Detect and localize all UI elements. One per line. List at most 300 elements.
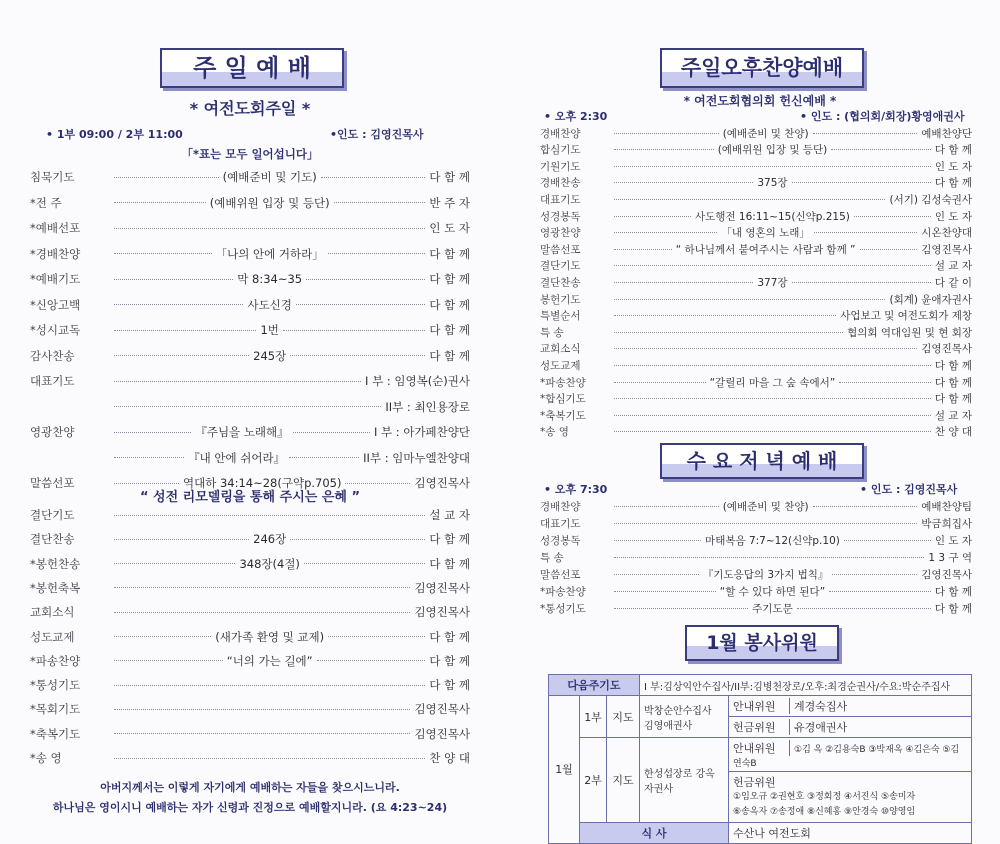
item-person: 인 도 자 bbox=[429, 221, 470, 235]
dot-leader bbox=[832, 574, 917, 575]
dot-leader bbox=[831, 149, 931, 150]
dot-leader bbox=[114, 563, 235, 564]
dot-leader bbox=[114, 330, 256, 331]
scripture-line-2: 하나님은 영이시니 예배하는 자가 신령과 진정으로 예배할지니라. (요 4:23~24) bbox=[52, 801, 448, 814]
dot-leader bbox=[614, 608, 748, 609]
dot-leader bbox=[328, 253, 426, 254]
item-person: 사업보고 및 여전도회가 제창 bbox=[840, 310, 972, 323]
dot-leader bbox=[614, 506, 719, 507]
item-detail: “너의 가는 길에” bbox=[226, 653, 313, 668]
table-row bbox=[549, 675, 972, 696]
item-label: *합심기도 bbox=[540, 393, 586, 406]
list-item bbox=[540, 340, 972, 358]
item-label: 성경봉독 bbox=[540, 210, 581, 223]
item-detail: 『내 안에 쉬어라』 bbox=[188, 450, 286, 465]
item-label: 합심기도 bbox=[540, 144, 581, 157]
item-label: *경배찬양 bbox=[30, 246, 81, 261]
part2-guide-label: 지도 bbox=[607, 738, 640, 823]
item-person: (서기) 김성숙권사 bbox=[889, 193, 972, 206]
item-person: 다 함 께 bbox=[429, 532, 471, 547]
part2-usher-names: ①김 옥 ②김용숙B ③박재옥 ④김은숙 ⑤김연숙B bbox=[733, 745, 960, 769]
list-item bbox=[30, 749, 470, 767]
dot-leader bbox=[306, 279, 425, 280]
item-person: 인 도 자 bbox=[934, 160, 972, 173]
dot-leader bbox=[296, 304, 425, 305]
item-detail: 245장 bbox=[253, 348, 287, 363]
right-page bbox=[500, 0, 1000, 843]
item-detail: 사도행전 16:11~15(신약p.215) bbox=[695, 210, 850, 223]
dot-leader bbox=[614, 574, 699, 575]
dot-leader bbox=[290, 355, 425, 356]
item-label: *축복기도 bbox=[540, 409, 586, 422]
item-label: 영광찬양 bbox=[30, 425, 75, 439]
part2-offering-line-2: ⑥송옥자 ⑦송정애 ⑧신혜홍 ⑨안경숙 ⑩양영임 bbox=[733, 806, 916, 817]
dot-leader bbox=[114, 406, 381, 407]
item-person: 다 같 이 bbox=[934, 276, 973, 289]
item-person: 반 주 자 bbox=[429, 195, 470, 210]
dot-leader bbox=[114, 539, 249, 540]
wednesday-leader: • 인도 : 김영진목사 bbox=[860, 483, 958, 496]
list-item bbox=[540, 356, 972, 374]
dot-leader bbox=[839, 382, 931, 383]
list-item bbox=[30, 449, 470, 467]
scripture-footer bbox=[30, 778, 470, 818]
list-item bbox=[30, 321, 470, 339]
item-label: 침묵기도 bbox=[30, 170, 75, 184]
item-person: 다 함 께 bbox=[934, 177, 973, 190]
item-person: 인 도 자 bbox=[934, 534, 973, 547]
item-label: 결단기도 bbox=[540, 260, 581, 273]
dot-leader bbox=[614, 332, 843, 333]
table-row bbox=[549, 822, 972, 843]
list-item bbox=[540, 531, 972, 549]
dot-leader bbox=[614, 182, 753, 183]
offering-label-2: 헌금위원 bbox=[733, 775, 776, 789]
list-item bbox=[30, 506, 470, 524]
item-person: 다 함 께 bbox=[934, 393, 972, 406]
part1-guide-names: 박창순안수집사 김영애권사 bbox=[640, 696, 729, 738]
item-detail: 역대하 34:14~28(구약p.705) bbox=[182, 476, 342, 490]
list-item bbox=[30, 700, 470, 718]
item-person: 다 함 께 bbox=[429, 323, 471, 337]
afternoon-leader: • 인도 : (협의회/회장)황영애권사 bbox=[800, 110, 965, 123]
wednesday-service-title bbox=[660, 443, 864, 479]
part2-offering-line-1: ①임오규 ②권현호 ③정회정 ④서진식 ⑤송미자 bbox=[733, 791, 916, 802]
item-person: 찬 양 대 bbox=[429, 751, 470, 765]
dot-leader bbox=[114, 381, 361, 382]
part1-usher-names: 계경숙집사 bbox=[794, 700, 848, 713]
part2-guide-names: 한성섭장로 강옥자권사 bbox=[640, 738, 729, 823]
list-item bbox=[540, 141, 972, 159]
item-person: 다 함 께 bbox=[934, 359, 972, 372]
dot-leader bbox=[321, 177, 426, 178]
part1-offering-row bbox=[729, 717, 972, 738]
dot-leader bbox=[792, 282, 931, 283]
item-label: *성시교독 bbox=[30, 323, 81, 337]
item-person: II부 : 최인용장로 bbox=[385, 399, 470, 414]
meal-value: 수산나 여전도회 bbox=[729, 822, 972, 843]
afternoon-service-title-text: 주일오후찬양예배 bbox=[680, 56, 844, 80]
item-person: 예배찬양단 bbox=[921, 127, 972, 140]
item-label: *예배기도 bbox=[30, 272, 81, 286]
list-item bbox=[30, 347, 470, 365]
list-item bbox=[540, 565, 972, 583]
dot-leader bbox=[614, 348, 917, 349]
item-person: 설 교 자 bbox=[934, 409, 972, 422]
item-person: 김영진목사 bbox=[921, 243, 972, 256]
dot-leader bbox=[792, 182, 931, 183]
item-label: 대표기도 bbox=[30, 374, 75, 388]
item-label: 결단기도 bbox=[30, 508, 75, 522]
item-label: 성도교제 bbox=[540, 359, 581, 372]
list-item bbox=[540, 174, 972, 192]
item-label: 말씀선포 bbox=[540, 243, 581, 256]
dot-leader bbox=[844, 540, 931, 541]
item-person: 김영진목사 bbox=[414, 702, 470, 717]
item-detail: (예배준비 및 기도) bbox=[222, 170, 317, 184]
dot-leader bbox=[614, 540, 701, 541]
item-detail: “ 하나님께서 붙여주시는 사람과 함께 ” bbox=[675, 243, 856, 256]
dot-leader bbox=[334, 202, 426, 203]
item-detail: (예배준비 및 찬양) bbox=[722, 500, 809, 513]
item-detail: 마태복음 7:7~12(신약p.10) bbox=[705, 534, 840, 547]
dot-leader bbox=[114, 483, 179, 484]
list-item bbox=[30, 579, 470, 597]
list-item bbox=[540, 224, 972, 242]
list-item bbox=[540, 273, 972, 291]
item-label: *파송찬양 bbox=[540, 585, 586, 598]
dot-leader bbox=[114, 304, 243, 305]
item-label: *목회기도 bbox=[30, 702, 81, 717]
dot-leader bbox=[814, 232, 917, 233]
left-page bbox=[0, 0, 500, 843]
item-person: 설 교 자 bbox=[934, 260, 972, 273]
dot-leader bbox=[614, 382, 706, 383]
item-person: I 부 : 아가페찬양단 bbox=[374, 425, 470, 439]
part2-offering-names bbox=[733, 790, 915, 820]
list-item bbox=[30, 219, 470, 237]
item-detail: 「내 영혼의 노래」 bbox=[721, 227, 810, 240]
item-label: *예배선포 bbox=[30, 221, 81, 235]
list-item bbox=[540, 390, 972, 408]
item-label: 특 송 bbox=[540, 551, 564, 564]
item-detail: “갈릴리 마을 그 숲 속에서” bbox=[709, 376, 836, 389]
next-prayer-label: 다음주기도 bbox=[549, 675, 640, 696]
item-person: 김영진목사 bbox=[414, 605, 470, 620]
item-person: 협의회 역대임원 및 현 회장 bbox=[847, 326, 972, 339]
dot-leader bbox=[114, 758, 425, 759]
list-item bbox=[540, 599, 972, 617]
list-item bbox=[540, 257, 972, 275]
item-person: 예배찬양팀 bbox=[921, 500, 972, 513]
dot-leader bbox=[614, 557, 924, 558]
list-item bbox=[30, 530, 470, 548]
dot-leader bbox=[114, 733, 410, 734]
item-label: 대표기도 bbox=[540, 517, 581, 530]
item-detail: (예배위원 입장 및 등단) bbox=[717, 144, 828, 157]
sunday-subtitle: * 여전도회주일 * bbox=[189, 99, 311, 118]
dot-leader bbox=[114, 279, 233, 280]
item-label: 기원기도 bbox=[540, 160, 581, 173]
list-item bbox=[30, 372, 470, 390]
staff-title bbox=[685, 625, 839, 661]
list-item bbox=[540, 190, 972, 208]
dot-leader bbox=[114, 432, 191, 433]
dot-leader bbox=[114, 177, 219, 178]
dot-leader bbox=[614, 199, 885, 200]
item-label: 결단찬송 bbox=[30, 532, 75, 547]
dot-leader bbox=[829, 591, 931, 592]
list-item bbox=[540, 514, 972, 532]
dot-leader bbox=[114, 202, 206, 203]
item-person: 다 함 께 bbox=[429, 297, 471, 312]
item-label: 영광찬양 bbox=[540, 227, 581, 240]
dot-leader bbox=[614, 149, 714, 150]
dot-leader bbox=[304, 563, 425, 564]
wednesday-time: • 오후 7:30 bbox=[544, 483, 608, 496]
item-label: *통성기도 bbox=[540, 602, 586, 615]
item-detail: 『기도응답의 3가지 법칙』 bbox=[702, 568, 829, 581]
item-person: 다 함 께 bbox=[429, 246, 470, 261]
dot-leader bbox=[114, 685, 425, 686]
usher-label: 안내위원 bbox=[733, 698, 790, 714]
item-person: 인 도 자 bbox=[934, 210, 972, 223]
list-item bbox=[30, 555, 470, 573]
dot-leader bbox=[114, 636, 211, 637]
item-label: 말씀선포 bbox=[540, 568, 581, 581]
item-label: 감사찬송 bbox=[30, 348, 75, 363]
list-item bbox=[540, 290, 972, 308]
part1-offering-names: 유경애권사 bbox=[794, 721, 848, 734]
dot-leader bbox=[614, 431, 931, 432]
item-label: *봉헌찬송 bbox=[30, 556, 81, 571]
item-detail: 377장 bbox=[757, 276, 788, 289]
list-item bbox=[540, 406, 972, 424]
dot-leader bbox=[854, 216, 931, 217]
item-detail: “할 수 있다 하면 된다” bbox=[719, 585, 826, 598]
item-person: (회계) 윤애자권사 bbox=[889, 293, 972, 306]
list-item bbox=[30, 652, 470, 670]
item-label: 교회소식 bbox=[540, 343, 581, 356]
list-item bbox=[540, 373, 972, 391]
item-label: 경배찬양 bbox=[540, 500, 581, 513]
item-detail: 막 8:34~35 bbox=[237, 272, 303, 286]
next-prayer-value: I 부:김상익안수집사/II부:김병천장로/오후:최경순권사/수요:박순주집사 bbox=[640, 675, 972, 696]
item-label: *봉헌축복 bbox=[30, 580, 81, 595]
list-item bbox=[30, 676, 470, 694]
dot-leader bbox=[114, 515, 425, 516]
list-item bbox=[540, 307, 972, 325]
item-person: 다 함 께 bbox=[934, 602, 972, 615]
list-item bbox=[540, 323, 972, 341]
item-person: 시온찬양대 bbox=[921, 227, 973, 240]
part2-offering-row bbox=[729, 772, 972, 823]
list-item bbox=[540, 124, 972, 142]
month-cell: 1월 bbox=[549, 696, 580, 844]
wednesday-service-title-text: 수 요 저 녁 예 배 bbox=[686, 449, 838, 473]
item-detail: (새가족 환영 및 교제) bbox=[215, 629, 325, 644]
sunday-service-title-text: 주 일 예 배 bbox=[193, 54, 311, 82]
item-person: 박금희집사 bbox=[921, 517, 972, 530]
table-row bbox=[549, 696, 972, 717]
item-label: 봉헌기도 bbox=[540, 293, 581, 306]
item-person: 다 함 께 bbox=[934, 585, 973, 598]
item-detail: 348장(4절) bbox=[239, 556, 300, 571]
item-label: *송 영 bbox=[540, 426, 569, 439]
list-item bbox=[30, 725, 470, 743]
item-label: *축복기도 bbox=[30, 726, 81, 741]
dot-leader bbox=[290, 539, 425, 540]
list-item bbox=[30, 296, 470, 314]
dot-leader bbox=[614, 365, 931, 366]
sunday-service-title bbox=[160, 48, 344, 88]
list-item bbox=[30, 245, 470, 263]
usher-label-2: 안내위원 bbox=[733, 740, 790, 756]
dot-leader bbox=[614, 315, 836, 316]
item-detail: 1번 bbox=[260, 323, 279, 337]
list-item bbox=[540, 207, 972, 225]
item-person: 김영진목사 bbox=[414, 726, 470, 741]
item-person: 다 함 께 bbox=[429, 629, 471, 644]
dot-leader bbox=[614, 398, 931, 399]
dot-leader bbox=[614, 415, 931, 416]
list-item bbox=[30, 194, 470, 212]
dot-leader bbox=[114, 355, 249, 356]
afternoon-subtitle: * 여전도회협의회 헌신예배 * bbox=[683, 94, 837, 108]
item-detail: (예배준비 및 찬양) bbox=[722, 127, 809, 140]
dot-leader bbox=[114, 709, 410, 710]
dot-leader bbox=[328, 636, 425, 637]
list-item bbox=[30, 168, 470, 186]
list-item bbox=[540, 582, 972, 600]
list-item bbox=[30, 270, 470, 288]
dot-leader bbox=[345, 483, 410, 484]
item-detail: 「나의 안에 거하라」 bbox=[215, 246, 324, 261]
dot-leader bbox=[317, 660, 426, 661]
dot-leader bbox=[114, 253, 212, 254]
offering-label: 헌금위원 bbox=[733, 719, 790, 735]
item-person: I 부 : 임영복(순)권사 bbox=[365, 374, 470, 388]
list-item bbox=[540, 548, 972, 566]
item-label: 대표기도 bbox=[540, 193, 581, 206]
item-detail: (예배위원 입장 및 등단) bbox=[209, 195, 330, 210]
item-label: *전 주 bbox=[30, 195, 62, 210]
item-label: *송 영 bbox=[30, 751, 62, 765]
list-item bbox=[30, 628, 470, 646]
part2-usher-row bbox=[729, 738, 972, 772]
list-item bbox=[540, 423, 972, 441]
list-item bbox=[540, 240, 972, 258]
service-times: • 1부 09:00 / 2부 11:00 bbox=[46, 128, 183, 141]
dot-leader bbox=[614, 166, 931, 167]
staff-title-text: 1월 봉사위원 bbox=[706, 632, 818, 654]
list-item bbox=[30, 398, 470, 416]
sermon-title: “ 성전 리모델링을 통해 주시는 은혜 ” bbox=[139, 490, 361, 505]
dot-leader bbox=[614, 299, 885, 300]
dot-leader bbox=[813, 506, 918, 507]
item-person: II부 : 임마누엘찬양대 bbox=[363, 450, 470, 465]
table-row bbox=[549, 738, 972, 772]
dot-leader bbox=[813, 133, 918, 134]
item-person: 다 함 께 bbox=[934, 376, 972, 389]
item-label: 말씀선포 bbox=[30, 476, 75, 490]
dot-leader bbox=[614, 232, 717, 233]
dot-leader bbox=[114, 457, 184, 458]
afternoon-service-title bbox=[660, 48, 864, 88]
item-person: 다 함 께 bbox=[934, 144, 973, 157]
dot-leader bbox=[860, 249, 918, 250]
dot-leader bbox=[114, 660, 223, 661]
item-label: 경배찬송 bbox=[540, 177, 581, 190]
item-label: *신앙고백 bbox=[30, 297, 81, 312]
dot-leader bbox=[614, 591, 716, 592]
list-item bbox=[540, 157, 972, 175]
part1-guide-label: 지도 bbox=[607, 696, 640, 738]
scripture-line-1: 아버지께서는 이렇게 자기에게 예배하는 자들을 찾으시느니라. bbox=[100, 781, 400, 794]
part1-cell: 1부 bbox=[580, 696, 607, 738]
dot-leader bbox=[289, 457, 359, 458]
stand-note: 「*표는 모두 일어섭니다」 bbox=[181, 147, 319, 161]
item-label: 결단찬송 bbox=[540, 276, 581, 289]
part1-usher-row bbox=[729, 696, 972, 717]
item-person: 다 함 께 bbox=[429, 653, 470, 668]
dot-leader bbox=[283, 330, 425, 331]
list-item bbox=[540, 497, 972, 515]
item-person: 다 함 께 bbox=[429, 678, 470, 693]
item-label: *파송찬양 bbox=[540, 376, 586, 389]
item-label: *통성기도 bbox=[30, 678, 81, 693]
dot-leader bbox=[797, 608, 931, 609]
item-detail: 사도신경 bbox=[247, 297, 292, 312]
item-person: 김영진목사 bbox=[921, 568, 972, 581]
dot-leader bbox=[614, 523, 917, 524]
dot-leader bbox=[614, 133, 719, 134]
item-person: 김영진목사 bbox=[414, 580, 470, 595]
item-label: 성도교제 bbox=[30, 629, 75, 644]
item-label: 교회소식 bbox=[30, 605, 75, 620]
item-person: 설 교 자 bbox=[429, 508, 470, 522]
item-person: 다 함 께 bbox=[429, 170, 470, 184]
dot-leader bbox=[614, 265, 931, 266]
item-person: 김영진목사 bbox=[414, 476, 471, 490]
item-label: 성경봉독 bbox=[540, 534, 581, 547]
item-person: 다 함 께 bbox=[429, 556, 471, 571]
dot-leader bbox=[614, 249, 672, 250]
part2-cell: 2부 bbox=[580, 738, 607, 823]
item-detail: 주기도문 bbox=[752, 602, 793, 615]
dot-leader bbox=[114, 587, 410, 588]
list-item bbox=[30, 603, 470, 621]
item-label: 특별순서 bbox=[540, 310, 581, 323]
item-person: 1 3 구 역 bbox=[928, 551, 972, 564]
dot-leader bbox=[114, 612, 410, 613]
item-detail: 246장 bbox=[253, 532, 287, 547]
staff-table bbox=[548, 674, 972, 844]
item-label: *파송찬양 bbox=[30, 653, 81, 668]
item-detail: 『주님을 노래해』 bbox=[195, 425, 289, 439]
item-detail: 375장 bbox=[757, 177, 788, 190]
item-person: 다 함 께 bbox=[429, 348, 471, 363]
dot-leader bbox=[114, 228, 425, 229]
item-label: 경배찬양 bbox=[540, 127, 581, 140]
list-item bbox=[30, 423, 470, 441]
meal-label: 식 사 bbox=[580, 822, 729, 843]
item-person: 다 함 께 bbox=[429, 272, 470, 286]
item-person: 김영진목사 bbox=[921, 343, 972, 356]
dot-leader bbox=[293, 432, 370, 433]
item-person: 찬 양 대 bbox=[934, 426, 972, 439]
item-label: 특 송 bbox=[540, 326, 564, 339]
